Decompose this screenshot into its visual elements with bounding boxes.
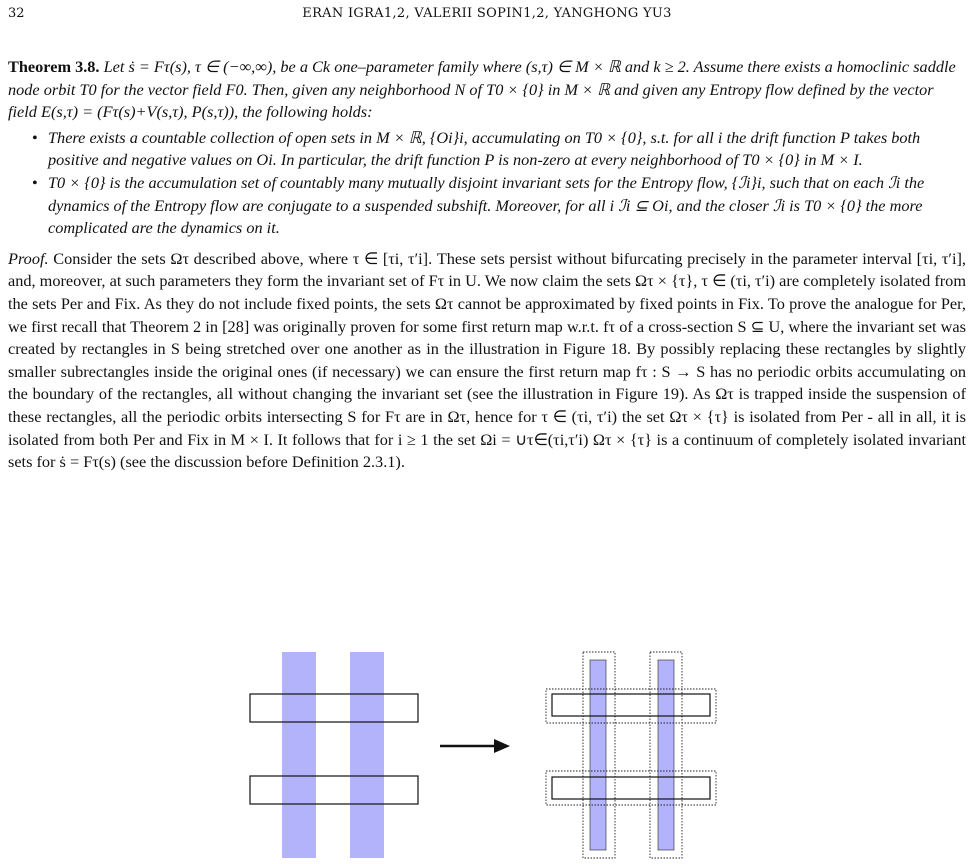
theorem-paragraph xyxy=(8,56,966,124)
proof-block xyxy=(8,248,966,474)
right-subrectangle-bottom xyxy=(552,777,710,799)
page-number: 32 xyxy=(8,6,25,21)
theorem-label: Theorem 3.8. xyxy=(8,57,100,76)
left-horizontal-rectangle-top xyxy=(250,694,418,722)
running-head-authors: ERAN IGRA1,2, VALERII SOPIN1,2, YANGHONG YU3 xyxy=(302,6,672,21)
arrow-head xyxy=(494,739,510,753)
left-vertical-band-2 xyxy=(350,652,384,858)
theorem-bullet-2 xyxy=(28,172,966,240)
theorem-bullet-1-text: There exists a countable collection of open sets in M × ℝ, {Oi}i, accumulating on T0 × {0}, s.t. for all i the drift function P takes both positive and negative values on Oi. In particular, the drift function P is non-zero at every neighborhood of T0 × {0} in M × I. xyxy=(48,127,921,170)
arrow xyxy=(440,739,510,753)
bullet-marker: • xyxy=(32,127,38,147)
right-subband-2 xyxy=(658,660,674,850)
right-subrectangle-top xyxy=(552,694,710,716)
left-vertical-band-1 xyxy=(282,652,316,858)
right-dotted-row-bottom xyxy=(546,771,716,805)
theorem-bullet-list xyxy=(8,127,966,240)
left-horizontal-rectangle-bottom xyxy=(250,776,418,804)
bullet-marker: • xyxy=(32,172,38,192)
right-panel xyxy=(546,652,716,858)
theorem-bullet-2-text: T0 × {0} is the accumulation set of countably many mutually disjoint invariant sets for the Entropy flow, {ℐi}i, such that on each ℐi the dynamics of the Entropy flow are conjugate to a suspended subshift. Moreover, for all i ℐi ⊆ Oi, and the closer ℐi is T0 × {0} the more complicated are the dynamics on it. xyxy=(48,172,925,238)
figure-rectangles-illustration xyxy=(0,640,974,864)
theorem-block xyxy=(8,56,966,240)
figure-svg xyxy=(0,640,974,864)
theorem-statement: Let ṡ = Fτ(s), τ ∈ (−∞,∞), be a Ck one–parameter family where (s,τ) ∈ M × ℝ and k ≥ 2. Assume there exists a homoclinic saddle node orbit T0 for the vector field F0. Then, given any neighborhood N of T0 × {0} in M × ℝ and given any Entropy flow defined by the vector field E(s,τ) = (Fτ(s)+V(s,τ), P(s,τ)), the following holds: xyxy=(8,57,956,122)
left-panel xyxy=(250,652,418,858)
right-subband-1 xyxy=(590,660,606,850)
proof-text: Consider the sets Ωτ described above, where τ ∈ [τi, τ′i]. These sets persist without bifurcating precisely in the parameter interval [τi, τ′i], and, moreover, at such parameters they form the invariant set of Fτ in U. We now claim the sets Ωτ × {τ}, τ ∈ (τi, τ′i) are completely isolated from the sets Per and Fix. As they do not include fixed points, the sets Ωτ cannot be approximated by fixed points in Fix. To prove the analogue for Per, we first recall that Theorem 2 in [28] was originally proven for some first return map w.r.t. fτ of a cross-section S ⊆ U, where the invariant set was created by rectangles in S being stretched over one another as in the illustration in Figure 18. By possibly replacing these rectangles by slightly smaller subrectangles inside the original ones (if necessary) we can ensure the first return map fτ : S → S has no periodic orbits accumulating on the boundary of the rectangles, all without changing the invariant set (see the illustration in Figure 19). As Ωτ is trapped inside the suspension of these rectangles, all the periodic orbits intersecting S for Fτ are in Ωτ, hence for τ ∈ (τi, τ′i) the set Ωτ × {τ} is isolated from Per - all in all, it is isolated from both Per and Fix in M × I. It follows that for i ≥ 1 the set Ωi = ∪τ∈(τi,τ′i) Ωτ × {τ} is a continuum of completely isolated invariant sets for ṡ = Fτ(s) (see the discussion before Definition 2.3.1). xyxy=(8,248,966,472)
theorem-bullet-1 xyxy=(28,127,966,172)
proof-label: Proof. xyxy=(8,248,49,268)
page-body xyxy=(8,56,966,474)
page-header xyxy=(0,4,974,28)
